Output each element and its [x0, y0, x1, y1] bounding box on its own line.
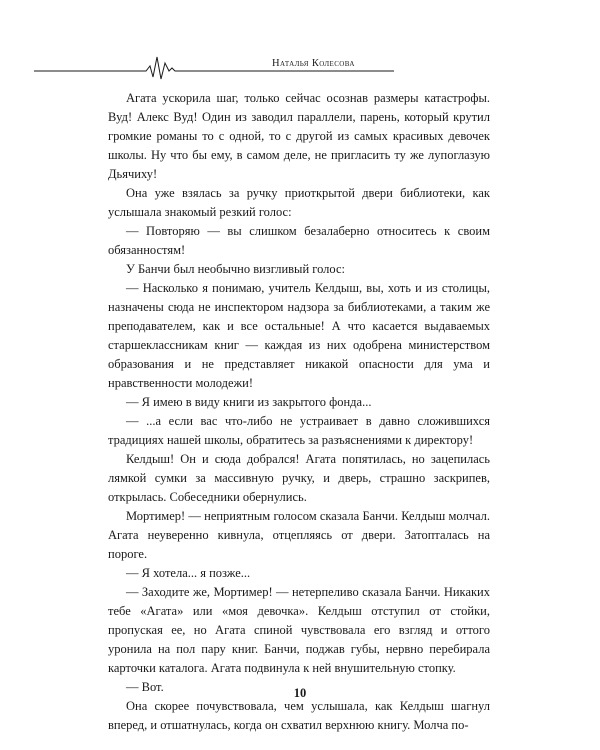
- paragraph: Мортимер! — неприятным голосом сказала Банчи. Келдыш молчал. Агата неуверенно кивнула, отцепляясь от двери. Затопталась на пороге.: [108, 509, 490, 561]
- paragraph: — Я хотела... я позже...: [126, 566, 251, 580]
- paragraph: — Я имею в виду книги из закрытого фонда...: [126, 395, 372, 409]
- body-text: [108, 89, 490, 735]
- paragraph: — Повторяю — вы слишком безалаберно относитесь к своим обязанностям!: [108, 224, 490, 257]
- page-number: 10: [293, 686, 307, 700]
- paragraph: Келдыш! Он и сюда добрался! Агата попятилась, но зацепилась лямкой сумки за массивную ручку, и дверь, страшно заскрипев, открылась. Собеседники обернулись.: [108, 452, 490, 504]
- paragraph: Агата ускорила шаг, только сейчас осознав размеры катастрофы. Вуд! Алекс Вуд! Один из заводил параллели, парень, который крутил громкие романы то с одной, то с другой из самых красивых девочек школы. Ну что бы ему, в самом деле, не пригласить ту же лупоглазую Дьячиху!: [108, 91, 490, 181]
- paragraph: Она уже взялась за ручку приоткрытой двери библиотеки, как услышала знакомый резкий голос:: [108, 186, 490, 219]
- paragraph: — Насколько я понимаю, учитель Келдыш, вы, хоть и из столицы, назначены сюда не инспектором надзора за библиотеками, а таким же преподавателем, как и все остальные! А что касается выдаваемых старшеклассникам книг — каждая из них одобрена министерством образования и не представляет никакой опасности для ума и нравственности молодежи!: [108, 281, 490, 390]
- paragraph: — Заходите же, Мортимер! — нетерпеливо сказала Банчи. Никаких тебе «Агата» или «моя девочка». Келдыш отступил от стойки, пропуская ее, но Агата спиной чувствовала его взгляд и оттого уронила на пол пару книг. Банчи, поджав губы, нервно перебирала карточки каталога. Агата подвинула к ней внушительную стопку.: [108, 585, 490, 675]
- paragraph: — Вот.: [126, 680, 164, 694]
- paragraph: — ...а если вас что-либо не устраивает в давно сложившихся традициях нашей школы, обратитесь за разъяснениями к директору!: [108, 414, 490, 447]
- paragraph: Она скорее почувствовала, чем услышала, как Келдыш шагнул вперед, и отшатнулась, когда он схватил верхнюю книгу. Молча по-: [108, 699, 490, 732]
- author-name: Наталья Колесова: [272, 58, 355, 69]
- paragraph: У Банчи был необычно визгливый голос:: [126, 262, 345, 276]
- running-header: [34, 50, 394, 80]
